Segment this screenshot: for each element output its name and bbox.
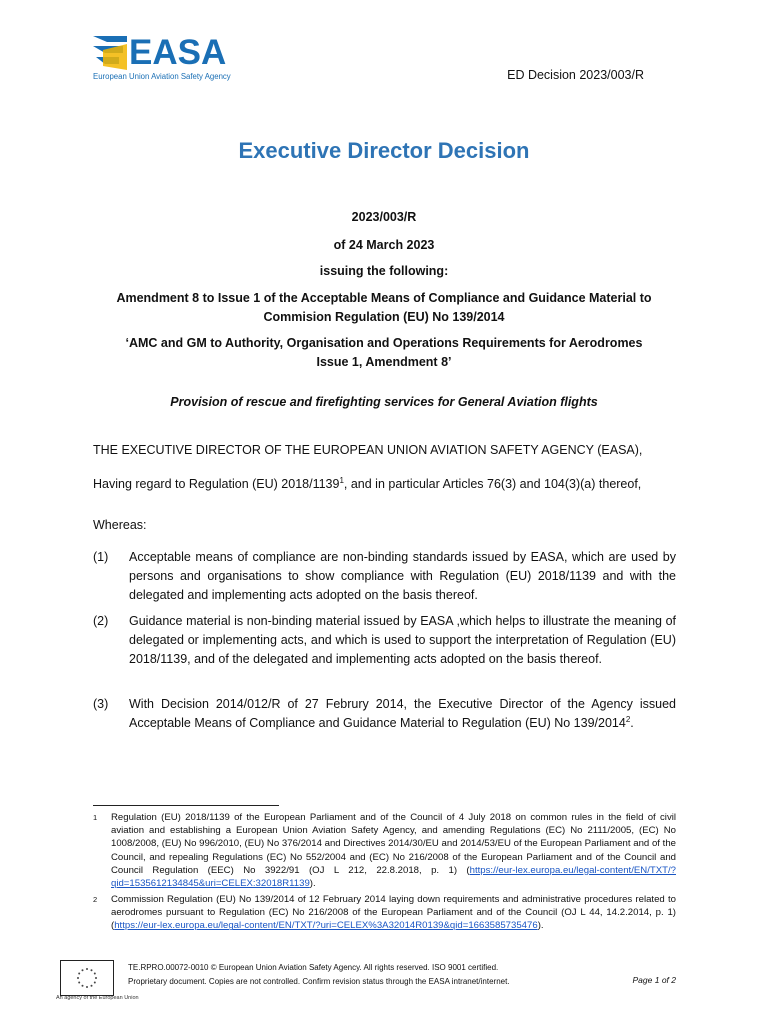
footnote-number: 1 bbox=[93, 813, 98, 822]
regard-text: Having regard to Regulation (EU) 2018/1139 bbox=[93, 477, 340, 491]
recital-number: (2) bbox=[93, 614, 109, 628]
logo-wordmark: EASA bbox=[129, 33, 227, 72]
footnote-number: 2 bbox=[93, 895, 98, 904]
decision-number: 2023/003/R bbox=[351, 210, 417, 224]
decision-reference: ED Decision 2023/003/R bbox=[507, 68, 644, 82]
page-title: Executive Director Decision bbox=[238, 138, 530, 163]
amc-line-2: Issue 1, Amendment 8’ bbox=[316, 355, 452, 369]
easa-logo bbox=[93, 34, 233, 84]
page-number: Page 1 of 2 bbox=[632, 975, 676, 985]
regard-paragraph bbox=[93, 475, 676, 494]
footnote-text bbox=[111, 893, 676, 933]
recital-number: (3) bbox=[93, 697, 109, 711]
whereas-label: Whereas: bbox=[93, 518, 147, 532]
footnote-text bbox=[111, 811, 676, 890]
recital-text bbox=[129, 695, 676, 733]
footnote-2-link[interactable]: https://eur-lex.europa.eu/legal-content/EN/TXT/?uri=CELEX%3A32014R0139&qid=1663585735476 bbox=[114, 920, 538, 932]
amendment-line-1: Amendment 8 to Issue 1 of the Acceptable Means of Compliance and Guidance Material to bbox=[116, 291, 652, 305]
logo-subtitle: European Union Aviation Safety Agency bbox=[93, 72, 231, 81]
footnote-divider bbox=[93, 805, 279, 806]
footer-line-2: Proprietary document. Copies are not controlled. Confirm revision status through the EASA intranet/internet. bbox=[128, 977, 510, 986]
director-line: THE EXECUTIVE DIRECTOR OF THE EUROPEAN UNION AVIATION SAFETY AGENCY (EASA), bbox=[93, 443, 643, 457]
footer-text bbox=[128, 961, 510, 989]
recital-2 bbox=[93, 612, 676, 688]
recital-1 bbox=[93, 548, 676, 606]
footnote-1-link[interactable]: https://eur-lex.europa.eu/legal-content/EN/TXT/?qid=1535612134845&uri=CELEX:32018R1139 bbox=[111, 864, 676, 890]
footnote-ref-2[interactable]: 2 bbox=[625, 714, 631, 724]
footnote-2 bbox=[93, 893, 676, 935]
decision-subject: Provision of rescue and firefighting services for General Aviation flights bbox=[170, 395, 598, 409]
recital-text: Guidance material is non-binding material issued by EASA ,which helps to illustrate the meaning of delegated or implementing acts, and which is used to support the interpretation of Regulation (EU) 2018/1139, and of the delegated and implementing acts adopted on the basis thereof. bbox=[129, 614, 676, 666]
recital-3-body: With Decision 2014/012/R of 27 Februry 2014, the Executive Director of the Agency issued Acceptable Means of Compliance and Guidance Material to Regulation (EU) No 139/2014 bbox=[129, 697, 676, 730]
footer-line-1: TE.RPRO.00072-0010 © European Union Aviation Safety Agency. All rights reserved. ISO 9001 certified. bbox=[128, 963, 499, 972]
recital-text: Acceptable means of compliance are non-binding standards issued by EASA, which are used by persons and organisations to show compliance with Regulation (EU) 2018/1139 and with the delegated and implementing acts adopted on the basis thereof. bbox=[129, 550, 676, 602]
recital-3 bbox=[93, 695, 676, 735]
decision-date: of 24 March 2023 bbox=[333, 238, 435, 252]
eu-flag bbox=[60, 960, 114, 996]
eu-agency-note: An agency of the European Union bbox=[56, 995, 139, 1001]
amendment-title bbox=[80, 289, 688, 327]
easa-wing-icon bbox=[93, 36, 127, 70]
footnote-1 bbox=[93, 811, 676, 891]
issuing-line: issuing the following: bbox=[319, 264, 449, 278]
recital-number: (1) bbox=[93, 550, 109, 564]
footnote-1-end: ). bbox=[309, 878, 316, 890]
footnote-2-end: ). bbox=[537, 920, 544, 932]
recital-3-end: . bbox=[630, 716, 634, 730]
footnote-ref-1[interactable]: 1 bbox=[339, 475, 344, 485]
regard-text-end: , and in particular Articles 76(3) and 104(3)(a) thereof, bbox=[343, 477, 642, 491]
amendment-line-2: Commision Regulation (EU) No 139/2014 bbox=[263, 310, 505, 324]
footnote-1-body: Regulation (EU) 2018/1139 of the European Parliament and of the Council of 4 July 2018 on common rules in the field of civil aviation and establishing a European Union Aviation Safety Agency, and amending Regulations (EC) No 2111/2005, (EC) No 1008/2008, (EU) No 996/2010, (EU) No 376/2014 and Directives 2014/30/EU and 2014/53/EU of the European Parliament and of the Council, and repealing Regulations (EC) No 552/2004 and (EC) No 216/2008 of the European Parliament and of the Council and Council Regulation (EEC) No 3922/91 (OJ L 212, 22.8.2018, p. 1) ( bbox=[111, 812, 676, 876]
amc-line-1: ‘AMC and GM to Authority, Organisation and Operations Requirements for Aerodromes bbox=[125, 336, 643, 350]
footnote-2-body: Commission Regulation (EU) No 139/2014 of 12 February 2014 laying down requirements and administrative procedures related to aerodromes pursuant to Regulation (EC) No 216/2008 of the European Parliament and of the Council (OJ L 44, 14.2.2014, p. 1) ( bbox=[111, 894, 676, 932]
eu-stars-icon bbox=[61, 961, 113, 995]
amc-title bbox=[80, 334, 688, 372]
